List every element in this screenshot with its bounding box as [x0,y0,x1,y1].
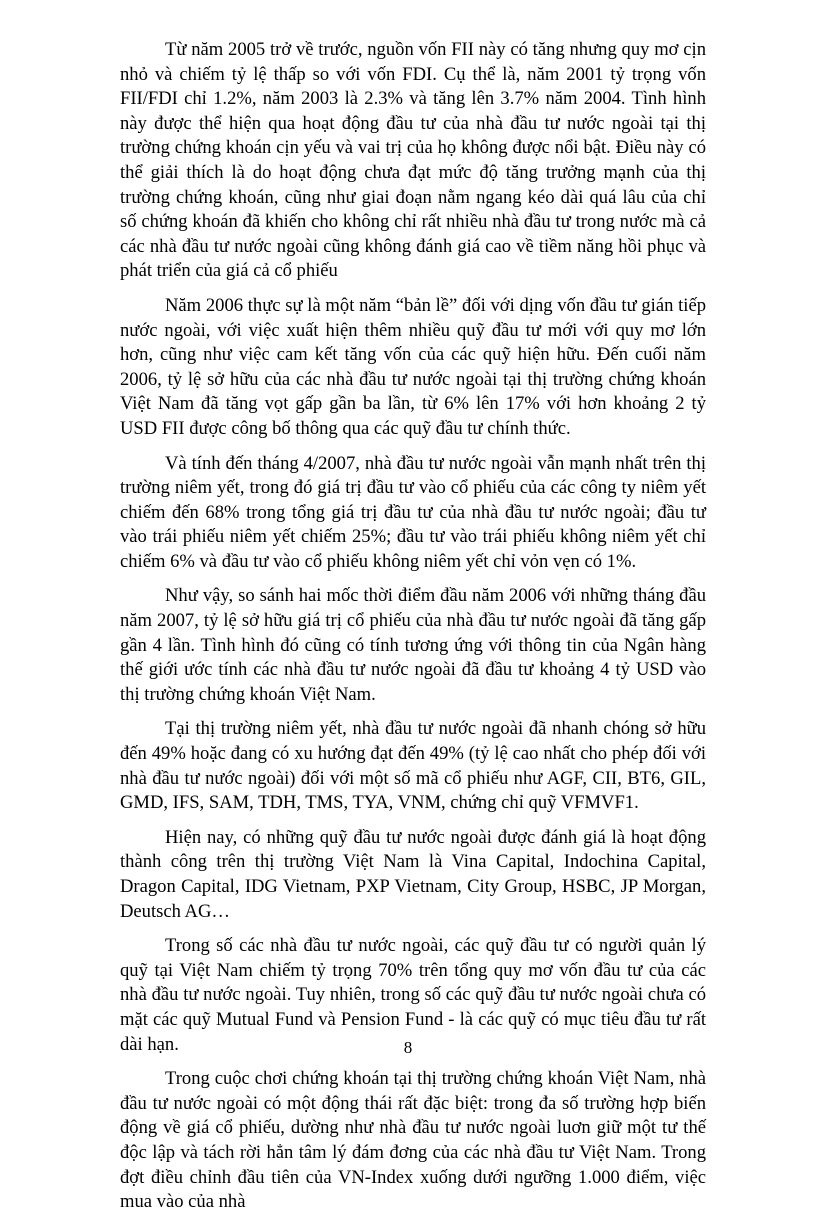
paragraph-managed-funds-share: Trong số các nhà đầu tư nước ngoài, các quỹ đầu tư có người quản lý quỹ tại Việt Nam chiếm tỷ trọng 70% trên tổng quy mơ vốn đầu tư của các nhà đầu tư nước ngoài. Tuy nhiên, trong số các quỹ đầu tư nước ngoài chưa có mặt các quỹ Mutual Fund và Pension Fund - là các quỹ có mục tiêu đầu tư rất dài hạn. [120,935,706,1055]
paragraph-comparison-2006-2007: Như vậy, so sánh hai mốc thời điểm đầu năm 2006 với những tháng đầu năm 2007, tỷ lệ sở hữu giá trị cổ phiếu của nhà đầu tư nước ngoài đã tăng gấp gần 4 lần. Tình hình đó cũng có tính tương ứng với thông tin của Ngân hàng thế giới ước tính các nhà đầu tư nước ngoài đã đầu tư khoảng 4 tỷ USD vào thị trường chứng khoán Việt Nam. [120,585,706,705]
paragraph-fii-before-2005: Từ năm 2005 trở về trước, nguồn vốn FII này có tăng nhưng quy mơ cịn nhỏ và chiếm tỷ lệ thấp so với vốn FDI. Cụ thể là, năm 2001 tỷ trọng vốn FII/FDI chỉ 1.2%, năm 2003 là 2.3% và tăng lên 3.7% năm 2004. Tình hình này được thể hiện qua hoạt động đầu tư của nhà đầu tư nước ngoài tại thị trường chứng khoán cịn yếu và vai trị của họ không được nổi bật. Điều này có thể giải thích là do hoạt động chưa đạt mức độ tăng trưởng mạnh của thị trường chứng khoán, cũng như giai đoạn nằm ngang kéo dài quá lâu của chỉ số chứng khoán đã khiến cho không chỉ rất nhiều nhà đầu tư trong nước mà cả các nhà đầu tư nước ngoài cũng không đánh giá cao về tiềm năng hồi phục và phát triển của giá cả cổ phiếu [120,39,706,282]
paragraph-successful-funds: Hiện nay, có những quỹ đầu tư nước ngoài được đánh giá là hoạt động thành công trên thị trường Việt Nam là Vina Capital, Indochina Capital, Dragon Capital, IDG Vietnam, PXP Vietnam, City Group, HSBC, JP Morgan, Deutsch AG… [120,826,706,922]
page-number: 8 [403,1038,413,1057]
paragraph-april-2007: Và tính đến tháng 4/2007, nhà đầu tư nước ngoài vẫn mạnh nhất trên thị trường niêm yết, trong đó giá trị đầu tư vào cổ phiếu của các công ty niêm yết chiếm đến 68% trong tổng giá trị đầu tư của nhà đầu tư nước ngoài; đầu tư vào trái phiếu niêm yết chiếm 25%; đầu tư vào trái phiếu không niêm yết chỉ chiếm 6% và đầu tư vào cổ phiếu không niêm yết chỉ vỏn vẹn có 1%. [120,452,706,572]
paragraph-foreign-investor-behavior: Trong cuộc chơi chứng khoán tại thị trường chứng khoán Việt Nam, nhà đầu tư nước ngoài có một động thái rất đặc biệt: trong đa số trường hợp biến động về giá cổ phiếu, dường như nhà đầu tư nước ngoài luơn giữ một tư thế độc lập và tách rời hẳn tâm lý đám đơng của các nhà đầu tư Việt Nam. Trong đợt điều chỉnh đầu tiên của VN-Index xuống dưới ngưỡng 1.000 điểm, việc mua vào của nhà [120,1068,706,1213]
paragraph-listed-market-49-percent: Tại thị trường niêm yết, nhà đầu tư nước ngoài đã nhanh chóng sở hữu đến 49% hoặc đang có xu hướng đạt đến 49% (tỷ lệ cao nhất cho phép đối với nhà đầu tư nước ngoài) đối với một số mã cổ phiếu như AGF, CII, BT6, GIL, GMD, IFS, SAM, TDH, TMS, TYA, VNM, chứng chỉ quỹ VFMVF1. [120,718,706,814]
paragraph-2006-pivot-year: Năm 2006 thực sự là một năm “bản lề” đối với dịng vốn đầu tư gián tiếp nước ngoài, với việc xuất hiện thêm nhiều quỹ đầu tư mới với quy mơ lớn hơn, cũng như việc cam kết tăng vốn của các quỹ hiện hữu. Đến cuối năm 2006, tỷ lệ sở hữu của các nhà đầu tư nước ngoài tại thị trường chứng khoán Việt Nam đã tăng vọt gấp gần ba lần, từ 6% lên 17% với hơn khoảng 2 tỷ USD FII được công bố thông qua các quỹ đầu tư chính thức. [120,294,706,439]
